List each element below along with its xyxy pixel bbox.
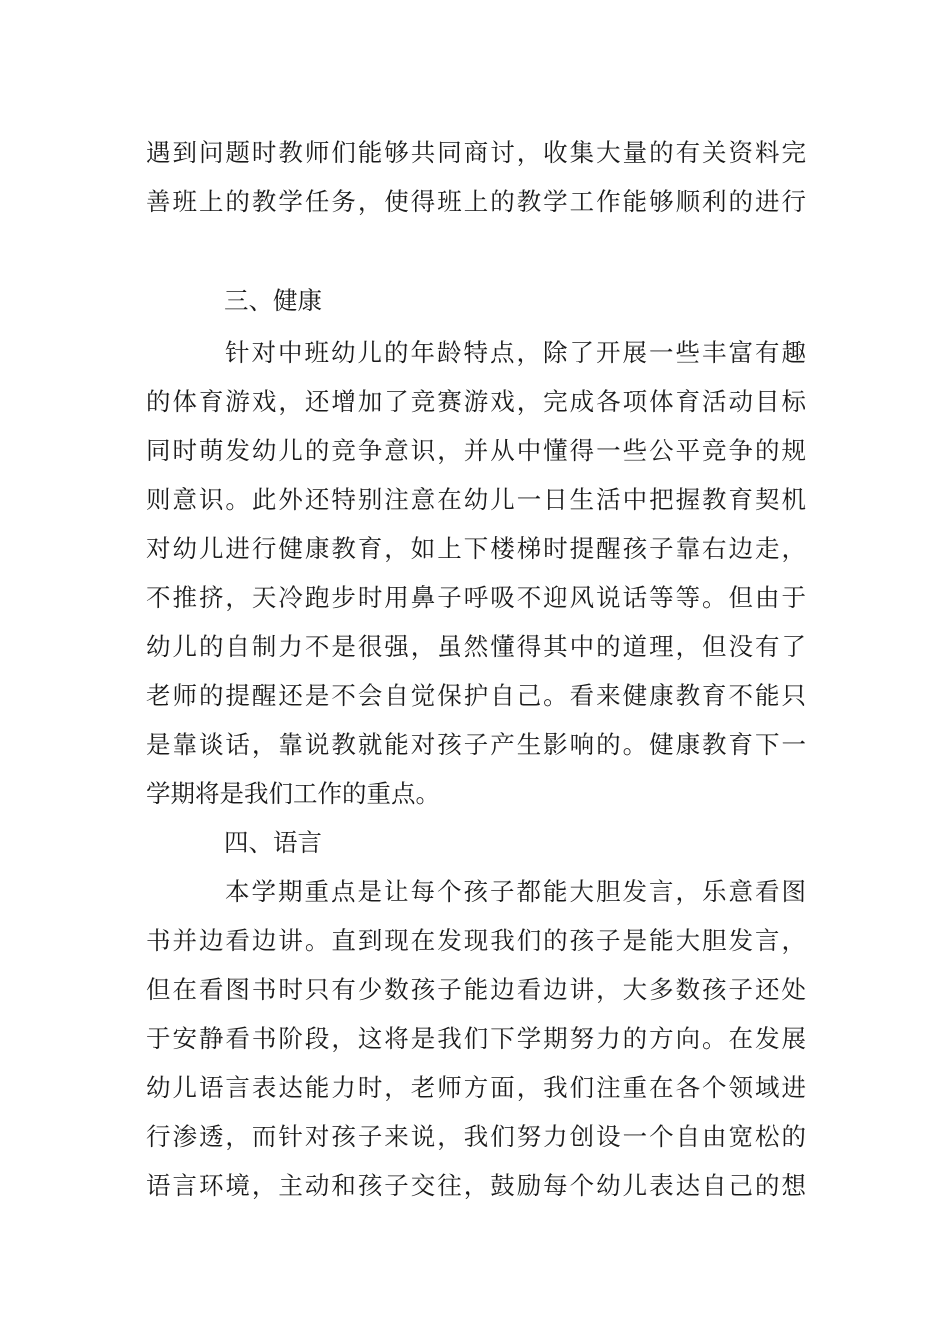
paragraph-line: 老师的提醒还是不会自觉保护自己。看来健康教育不能只 <box>146 681 806 710</box>
paragraph-line: 幼儿语言表达能力时，老师方面，我们注重在各个领域进 <box>146 1073 806 1102</box>
paragraph-line: 同时萌发幼儿的竞争意识，并从中懂得一些公平竞争的规 <box>146 436 806 465</box>
paragraph-line: 学期将是我们工作的重点。 <box>146 779 440 808</box>
paragraph-line: 不推挤，天冷跑步时用鼻子呼吸不迎风说话等等。但由于 <box>146 583 806 612</box>
paragraph-line: 但在看图书时只有少数孩子能边看边讲，大多数孩子还处 <box>146 975 806 1004</box>
paragraph-line: 幼儿的自制力不是很强，虽然懂得其中的道理，但没有了 <box>146 632 806 661</box>
paragraph-line: 对幼儿进行健康教育，如上下楼梯时提醒孩子靠右边走， <box>146 534 806 563</box>
paragraph-line: 善班上的教学任务，使得班上的教学工作能够顺利的进行 <box>146 187 806 216</box>
paragraph-line: 遇到问题时教师们能够共同商讨，收集大量的有关资料完 <box>146 138 806 167</box>
paragraph-line: 的体育游戏，还增加了竞赛游戏，完成各项体育活动目标 <box>146 387 806 416</box>
paragraph-line: 是靠谈话，靠说教就能对孩子产生影响的。健康教育下一 <box>146 730 806 759</box>
paragraph-line: 本学期重点是让每个孩子都能大胆发言，乐意看图 <box>225 877 806 906</box>
paragraph-line: 于安静看书阶段，这将是我们下学期努力的方向。在发展 <box>146 1024 806 1053</box>
paragraph-line: 则意识。此外还特别注意在幼儿一日生活中把握教育契机 <box>146 485 806 514</box>
paragraph-line: 针对中班幼儿的年龄特点，除了开展一些丰富有趣 <box>225 338 806 367</box>
section-heading-health: 三、健康 <box>224 286 322 315</box>
paragraph-line: 语言环境，主动和孩子交往，鼓励每个幼儿表达自己的想 <box>146 1171 806 1200</box>
paragraph-line: 行渗透，而针对孩子来说，我们努力创设一个自由宽松的 <box>146 1122 806 1151</box>
section-heading-language: 四、语言 <box>224 828 322 857</box>
paragraph-line: 书并边看边讲。直到现在发现我们的孩子是能大胆发言， <box>146 926 806 955</box>
